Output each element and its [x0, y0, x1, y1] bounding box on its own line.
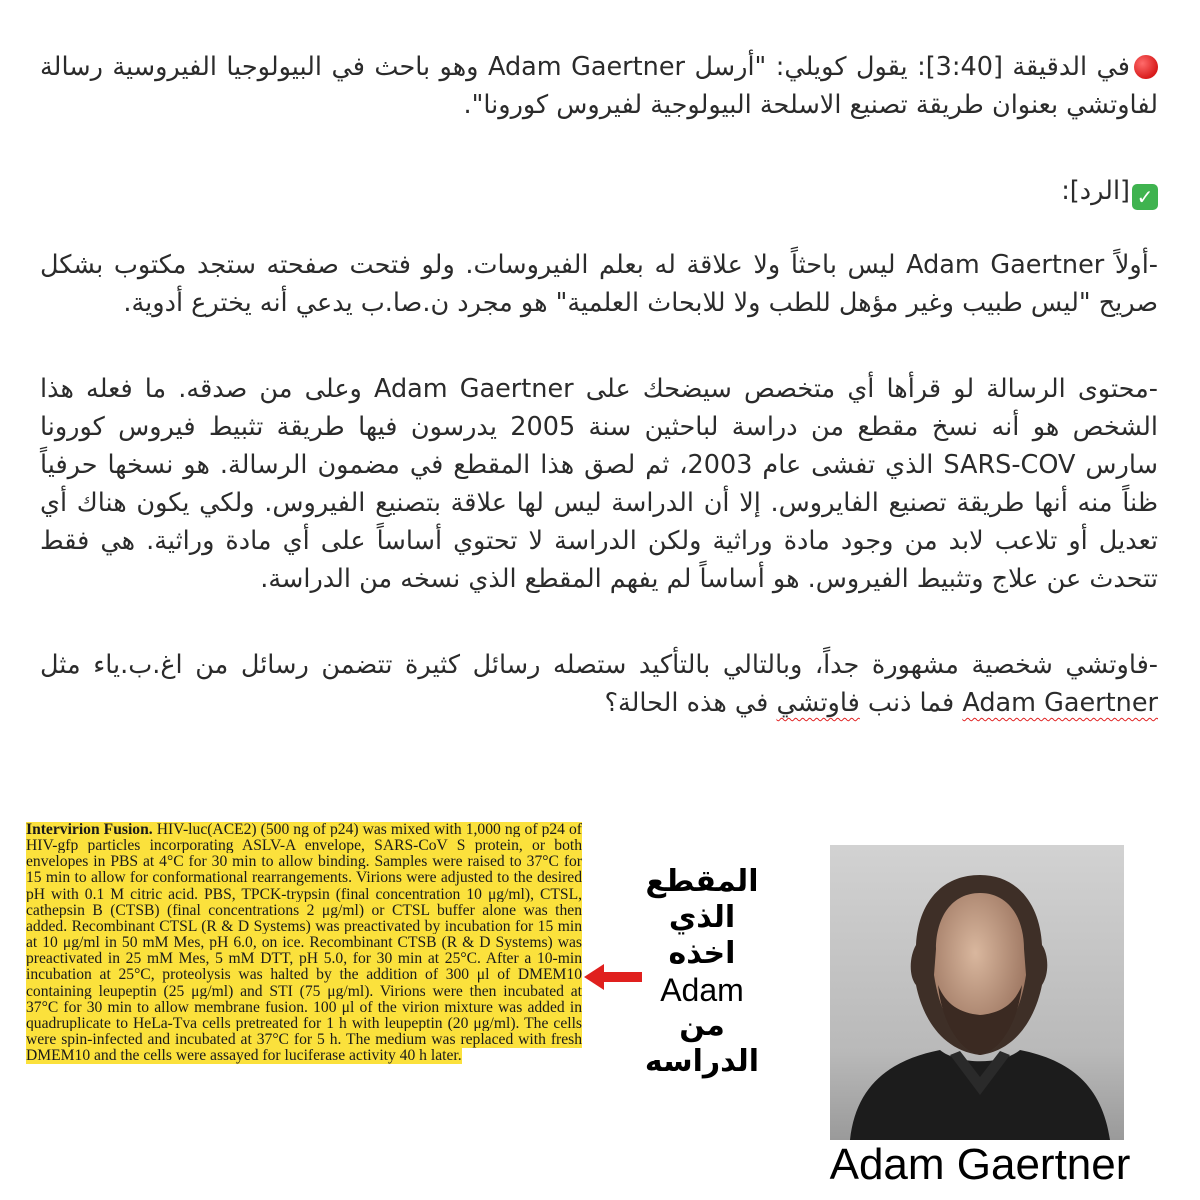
excerpt-caption — [632, 864, 772, 1080]
post-text — [40, 48, 1158, 722]
caption-line-4: Adam — [660, 972, 744, 1008]
third-point-text-a: -فاوتشي شخصية مشهورة جداً، وبالتالي بالتأكيد ستصله رسائل كثيرة تتضمن رسائل من اغ.ب.ياء مثل — [40, 650, 1158, 680]
paragraph-reply-label — [40, 172, 1158, 210]
red-circle-icon — [1134, 55, 1158, 79]
claim-text-start: في الدقيقة [3:40]: يقول كويلي: "أرسل — [685, 52, 1130, 82]
caption-line-1: المقطع — [645, 864, 759, 899]
paragraph-third-point — [40, 646, 1158, 722]
person-photo — [830, 845, 1124, 1140]
caption-line-2: الذي — [668, 900, 736, 935]
reply-label: [الرد]: — [1061, 176, 1130, 206]
third-point-fauci: فاوتشي — [776, 688, 860, 718]
third-point-text-c: في هذه الحالة؟ — [604, 688, 777, 718]
third-point-name: Adam Gaertner — [962, 688, 1158, 718]
caption-line-5: من — [679, 1008, 725, 1043]
caption-line-3: اخذه — [668, 936, 736, 971]
check-mark-icon: ✓ — [1132, 184, 1158, 210]
paragraph-second-point: -محتوى الرسالة لو قرأها أي متخصص سيضحك على Adam Gaertner وعلى من صدقه. ما فعله هذا الشخص هو أنه نسخ مقطع من دراسة لباحثين سنة 2005 يدرسون فيها طريقة تثبيط فيروس كورونا سارس SARS-COV الذي تفشى عام 2003، ثم لصق هذا المقطع في مضمون الرسالة. هو نسخها حرفياً ظناً منه أنها طريقة تصنيع الفايروس. إلا أن الدراسة ليس لها علاقة بتصنيع الفيروس. ولكي يكون هناك أي تعديل أو تلاعب لابد من وجود مادة وراثية ولكن الدراسة لا تحتوي أساساً على أي مادة وراثية. هي فقط تتحدث عن علاج وتثبيط الفيروس. هو أساساً لم يفهم المقطع الذي نسخه من الدراسة. — [40, 374, 1158, 594]
claim-text-end: وهو باحث في البيولوجيا الفيروسية رسالة لفاوتشي بعنوان طريقة تصنيع الاسلحة البيولوجية لفيروس كورونا". — [40, 52, 1158, 120]
person-silhouette — [830, 845, 1124, 1140]
paragraph-claim — [40, 48, 1158, 124]
paragraph-first-point: -أولاً Adam Gaertner ليس باحثاً ولا علاقة له بعلم الفيروسات. ولو فتحت صفحته ستجد مكتوب بشكل صريح "ليس طبيب وغير مؤهل للطب ولا للابحاث العلمية" هو مجرد ن.صا.ب يدعي أنه يخترع أدوية. — [40, 250, 1158, 318]
excerpt-body: HIV-luc(ACE2) (500 ng of p24) was mixed with 1,000 ng of p24 of HIV-gfp particles incorporating ASLV-A envelope, SARS-CoV S protein, or both envelopes in PBS at 4°C for 30 min to allow binding. Samples were raised to 37°C for 15 min to allow for conformational rearrangements. Virions were adjusted to the desired pH with 0.1 M citric acid. PBS, TPCK-trypsin (final concentration 10 μg/ml), CTSL, cathepsin B (CTSB) (final concentrations 2 μg/ml) or CTSL buffer alone was then added. Recombinant CTSL (R & D Systems) was preactivated by incubation for 15 min at 10 μg/ml in 50 mM Mes, pH 6.0, on ice. Recombinant CTSB (R & D Systems) was preactivated in 25 mM Mes, 5 mM DTT, pH 5.0, for 30 min at 25°C. After a 10-min incubation at 25°C, proteolysis was halted by the addition of 300 μl of DMEM10 containing leupeptin (25 μg/ml) and STI (75 μg/ml). Virions were then incubated at 37°C for 30 min to allow membrane fusion. 100 μl of the virion mixture was added in quadruplicate to HeLa-Tva cells pretreated for 1 h with leupeptin (20 μg/ml). The cells were spin-infected and incubated at 37°C for 5 h. The medium was replaced with fresh DMEM10 and the cells were assayed for luciferase activity 40 h later. — [26, 822, 582, 1065]
third-point-text-b: فما ذنب — [859, 688, 963, 718]
excerpt-heading: Intervirion Fusion. — [26, 822, 153, 838]
claim-name: Adam Gaertner — [487, 52, 685, 82]
caption-line-6: الدراسه — [644, 1044, 760, 1079]
person-name-label: Adam Gaertner — [829, 1140, 1131, 1189]
study-excerpt — [26, 822, 582, 1190]
